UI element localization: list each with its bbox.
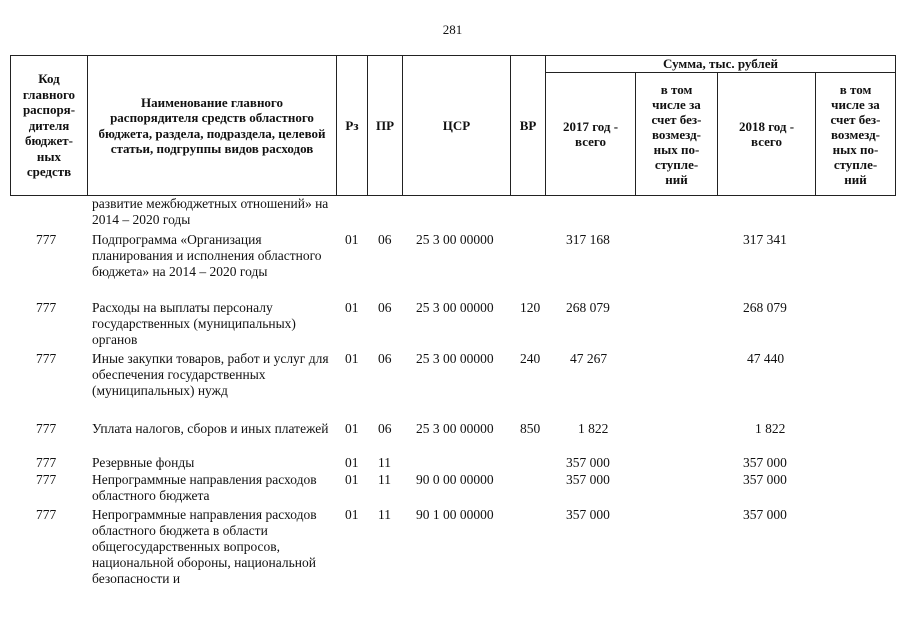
row-csr: 90 1 00 00000	[416, 507, 494, 522]
header-csr: ЦСР	[402, 55, 511, 196]
row-pr: 06	[378, 232, 392, 247]
row-rz: 01	[345, 232, 359, 247]
row-pr: 11	[378, 507, 391, 522]
row-name: Иные закупки товаров, работ и услуг для обеспечения государственных (муниципальных) нужд	[92, 351, 329, 398]
row-kod: 777	[36, 455, 57, 470]
row-rz: 01	[345, 351, 359, 366]
row-sum-2017: 357 000	[566, 455, 610, 470]
row-name: развитие межбюджетных отношений» на 2014 – 2020 годы	[92, 196, 329, 227]
row-rz: 01	[345, 300, 359, 315]
row-csr: 25 3 00 00000	[416, 232, 494, 247]
row-sum-2018: 317 341	[743, 232, 787, 247]
header-kod: Код главного распоря-дителя бюджет-ных средств	[10, 55, 88, 196]
row-pr: 11	[378, 455, 391, 470]
header-pr: ПР	[367, 55, 403, 196]
header-summa: Сумма, тыс. рублей	[545, 55, 896, 73]
row-sum-2018: 268 079	[743, 300, 787, 315]
row-csr: 25 3 00 00000	[416, 300, 494, 315]
row-name: Резервные фонды	[92, 455, 195, 470]
row-sum-2018: 1 822	[755, 421, 786, 436]
row-name: Подпрограмма «Организация планирования и исполнения областного бюджета» на 2014 – 2020 годы	[92, 232, 322, 279]
header-name: Наименование главного распорядителя средств областного бюджета, раздела, подраздела, целевой статьи, подгруппы видов расходов	[87, 55, 337, 196]
row-kod: 777	[36, 351, 57, 366]
row-sum-2017: 357 000	[566, 507, 610, 522]
row-sum-2017: 47 267	[570, 351, 608, 366]
row-rz: 01	[345, 421, 359, 436]
row-rz: 01	[345, 507, 359, 522]
row-sum-2017: 268 079	[566, 300, 610, 315]
row-sum-2018: 357 000	[743, 455, 787, 470]
row-csr: 25 3 00 00000	[416, 351, 494, 366]
row-csr: 25 3 00 00000	[416, 421, 494, 436]
row-sum-2018: 357 000	[743, 507, 787, 522]
row-sum-2017: 317 168	[566, 232, 610, 247]
header-2017-free: в том числе за счет без-возмезд-ных по-ступле-ний	[635, 72, 718, 196]
header-vr: ВР	[510, 55, 546, 196]
row-name: Непрограммные направления расходов областного бюджета	[92, 472, 317, 503]
row-sum-2018: 357 000	[743, 472, 787, 487]
header-2018-free: в том числе за счет без-возмезд-ных по-ступле-ний	[815, 72, 896, 196]
header-rz: Рз	[336, 55, 368, 196]
row-pr: 11	[378, 472, 391, 487]
row-pr: 06	[378, 300, 392, 315]
row-name: Непрограммные направления расходов областного бюджета в области общегосударственных вопросов, национальной обороны, национальной безопасности и	[92, 507, 317, 586]
row-pr: 06	[378, 421, 392, 436]
row-sum-2018: 47 440	[747, 351, 785, 366]
row-kod: 777	[36, 232, 57, 247]
row-pr: 06	[378, 351, 392, 366]
row-name: Уплата налогов, сборов и иных платежей	[92, 421, 329, 436]
row-sum-2017: 357 000	[566, 472, 610, 487]
row-kod: 777	[36, 472, 57, 487]
row-kod: 777	[36, 507, 57, 522]
row-vr: 240	[520, 351, 541, 366]
row-sum-2017: 1 822	[578, 421, 609, 436]
row-kod: 777	[36, 300, 57, 315]
row-csr: 90 0 00 00000	[416, 472, 494, 487]
header-2018-total: 2018 год - всего	[717, 72, 816, 196]
row-vr: 120	[520, 300, 541, 315]
row-rz: 01	[345, 472, 359, 487]
page-number: 281	[442, 22, 463, 37]
row-kod: 777	[36, 421, 57, 436]
row-vr: 850	[520, 421, 541, 436]
row-rz: 01	[345, 455, 359, 470]
row-name: Расходы на выплаты персоналу государственных (муниципальных) органов	[92, 300, 296, 347]
header-2017-total: 2017 год - всего	[545, 72, 636, 196]
